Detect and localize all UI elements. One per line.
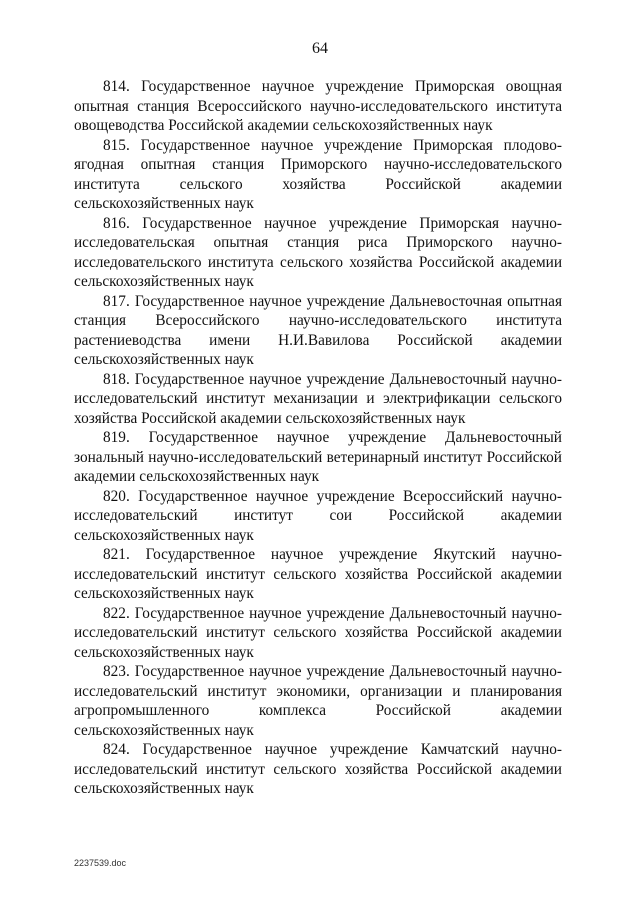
list-item: 820. Государственное научное учреждение Всероссийский научно-исследовательский институт сои Российской академии сельскохозяйственных наук [74,487,562,544]
list-item: 821. Государственное научное учреждение Якутский научно-исследовательский институт сельского хозяйства Российской академии сельскохозяйственных наук [74,546,562,602]
list-item: 817. Государственное научное учреждение Дальневосточная опытная станция Всероссийского научно-исследовательского института растениеводства имени Н.И.Вавилова Российской академии сельскохозяйственных наук [74,292,562,368]
list-item: 823. Государственное научное учреждение Дальневосточный научно-исследовательский институт экономики, организации и планирования агропромышленного комплекса Российской академии сельскохозяйственных наук [74,663,562,739]
list-item: 818. Государственное научное учреждение Дальневосточный научно-исследовательский институт механизации и электрификации сельского хозяйства Российской академии сельскохозяйственных наук [74,370,562,427]
list-item: 814. Государственное научное учреждение Приморская овощная опытная станция Всероссийского научно-исследовательского института овощеводства Российской академии сельскохозяйственных наук [74,78,562,134]
list-item: 819. Государственное научное учреждение Дальневосточный зональный научно-исследовательский ветеринарный институт Российской академии сельскохозяйственных наук [74,429,562,485]
page-number: 64 [312,40,328,57]
list-item: 824. Государственное научное учреждение Камчатский научно-исследовательский институт сельского хозяйства Российской академии сельскохозяйственных наук [74,741,562,797]
list-item: 816. Государственное научное учреждение Приморская научно-исследовательская опытная станция риса Приморского научно-исследовательского института сельского хозяйства Российской академии сельскохозяйственных наук [74,214,562,290]
footer-doc-code: 2237539.doc [74,858,127,868]
list-item: 822. Государственное научное учреждение Дальневосточный научно-исследовательский институт сельского хозяйства Российской академии сельскохозяйственных наук [74,604,562,661]
document-body [74,77,562,799]
list-item: 815. Государственное научное учреждение Приморская плодово-ягодная опытная станция Приморского научно-исследовательского института сельского хозяйства Российской академии сельскохозяйственных наук [74,136,562,212]
